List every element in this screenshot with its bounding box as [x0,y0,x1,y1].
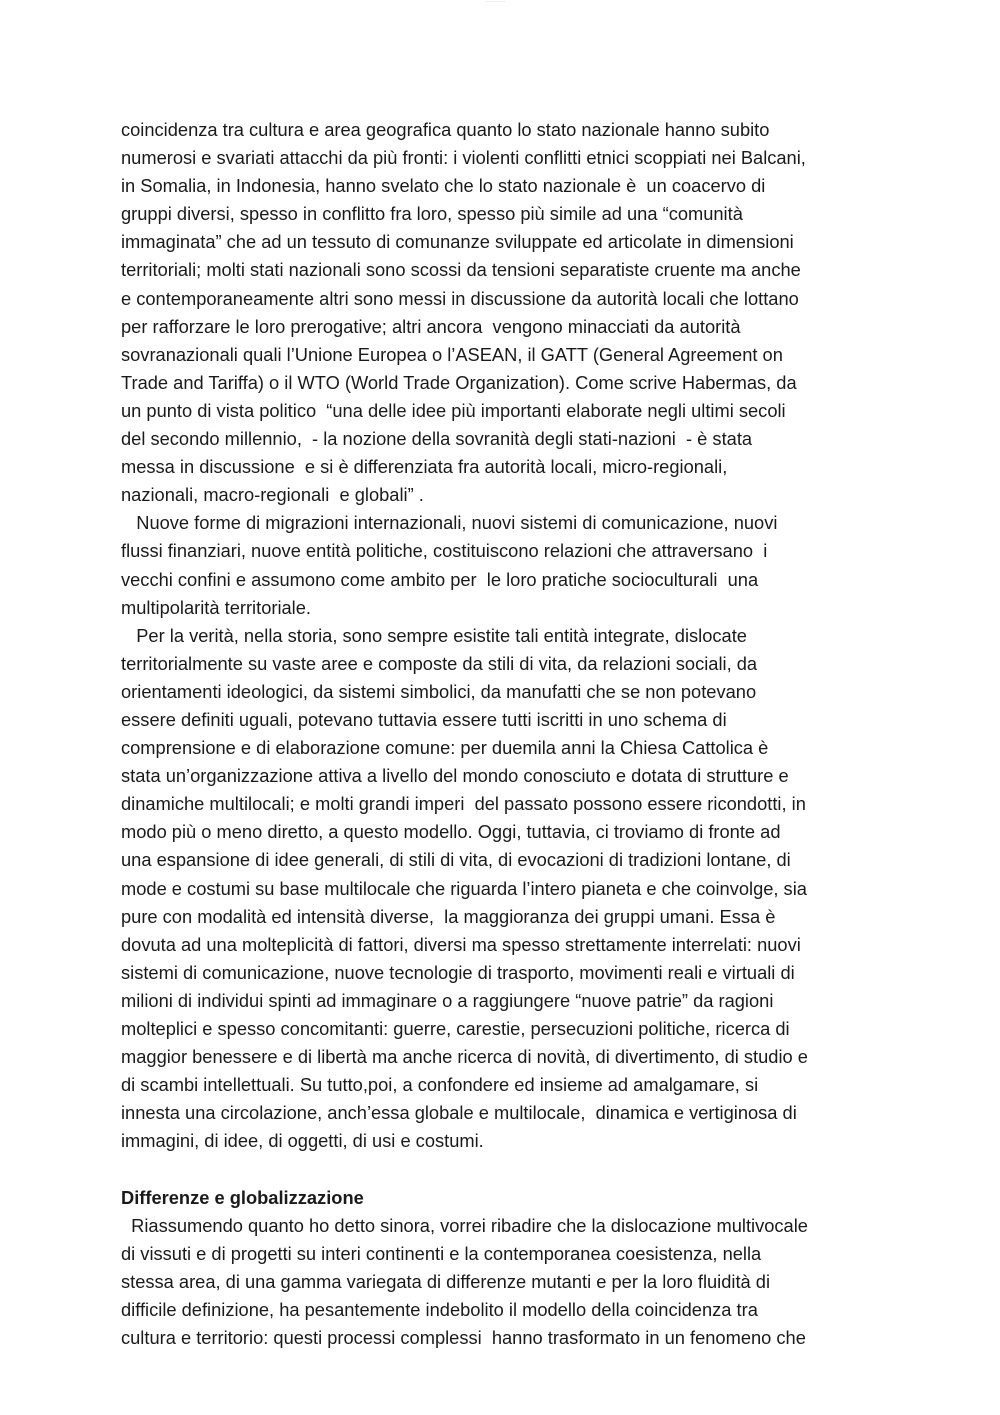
text-line: in Somalia, in Indonesia, hanno svelato che lo stato nazionale è un coacervo di [121,175,766,197]
text-line: gruppi diversi, spesso in conflitto fra loro, spesso più simile ad una “comunità [121,203,743,225]
text-line: nazionali, macro-regionali e globali” . [121,484,424,506]
text-line: milioni di individui spinti ad immaginare o a raggiungere “nuove patrie” da ragioni [121,989,774,1011]
section-spacer [121,1155,891,1183]
text-line: Riassumendo quanto ho detto sinora, vorrei ribadire che la dislocazione multivocale [121,1214,808,1236]
text-line: messa in discussione e si è differenziata fra autorità locali, micro-regionali, [121,456,728,478]
text-line: essere definiti uguali, potevano tuttavia essere tutti iscritti in uno schema di [121,708,727,730]
text-line: territorialmente su vaste aree e composte da stili di vita, da relazioni sociali, da [121,652,758,674]
document-body [121,116,891,1352]
text-line: di scambi intellettuali. Su tutto,poi, a confondere ed insieme ad amalgamare, si [121,1074,759,1096]
text-line: sistemi di comunicazione, nuove tecnologie di trasporto, movimenti reali e virtuali di [121,961,795,983]
text-line: immagini, di idee, di oggetti, di usi e costumi. [121,1130,484,1152]
text-line: coincidenza tra cultura e area geografica quanto lo stato nazionale hanno subito [121,119,770,140]
text-line: molteplici e spesso concomitanti: guerre, carestie, persecuzioni politiche, ricerca di [121,1018,790,1039]
header-mark: ~~~~~~~~~~~ [486,0,506,3]
text-line: stata un’organizzazione attiva a livello del mondo conosciuto e dotata di strutture e [121,765,789,787]
text-line: cultura e territorio: questi processi complessi hanno trasformato in un fenomeno che [121,1327,806,1349]
text-line: vecchi confini e assumono come ambito per le loro pratiche socioculturali una [121,568,759,590]
text-line: un punto di vista politico “una delle idee più importanti elaborate negli ultimi secoli [121,399,786,421]
text-line: dovuta ad una molteplicità di fattori, diversi ma spesso strettamente interrelati: nuovi [121,933,801,955]
text-line: flussi finanziari, nuove entità politiche, costituiscono relazioni che attraversano i [121,540,768,562]
section-heading: Differenze e globalizzazione [121,1186,364,1208]
text-line: e contemporaneamente altri sono messi in discussione da autorità locali che lottano [121,287,799,309]
text-line: comprensione e di elaborazione comune: per duemila anni la Chiesa Cattolica è [121,737,769,759]
text-line: modo più o meno diretto, a questo modello. Oggi, tuttavia, ci troviamo di fronte ad [121,821,781,843]
text-line: dinamiche multilocali; e molti grandi imperi del passato possono essere ricondotti, in [121,793,806,815]
text-line: una espansione di idee generali, di stili di vita, di evocazioni di tradizioni lontane, di [121,849,791,871]
text-line: stessa area, di una gamma variegata di differenze mutanti e per la loro fluidità di [121,1270,771,1292]
text-line: innesta una circolazione, anch’essa globale e multilocale, dinamica e vertiginosa di [121,1102,797,1124]
text-line: territoriali; molti stati nazionali sono scossi da tensioni separatiste cruente ma anche [121,259,801,281]
text-line: sovranazionali quali l’Unione Europea o l’ASEAN, il GATT (General Agreement on [121,343,783,365]
text-line: per rafforzare le loro prerogative; altri ancora vengono minacciati da autorità [121,315,741,337]
body-section-1 [121,116,891,1155]
text-line: Trade and Tariffa) o il WTO (World Trade Organization). Come scrive Habermas, da [121,371,797,393]
text-line: difficile definizione, ha pesantemente indebolito il modello della coincidenza tra [121,1298,758,1320]
body-section-2 [121,1212,891,1352]
text-line: pure con modalità ed intensità diverse, la maggioranza dei gruppi umani. Essa è [121,905,776,927]
text-line: orientamenti ideologici, da sistemi simbolici, da manufatti che se non potevano [121,680,757,702]
text-line: numerosi e svariati attacchi da più fronti: i violenti conflitti etnici scoppiati nei Balcani, [121,147,806,169]
text-line: mode e costumi su base multilocale che riguarda l’intero pianeta e che coinvolge, sia [121,877,807,899]
text-line: del secondo millennio, - la nozione della sovranità degli stati-nazioni - è stata [121,428,753,450]
text-line: immaginata” che ad un tessuto di comunanze sviluppate ed articolate in dimensioni [121,231,794,253]
text-line: Per la verità, nella storia, sono sempre esistite tali entità integrate, dislocate [121,624,747,646]
text-line: maggior benessere e di libertà ma anche ricerca di novità, di divertimento, di studio e [121,1046,808,1068]
text-line: Nuove forme di migrazioni internazionali, nuovi sistemi di comunicazione, nuovi [121,512,778,534]
text-line: multipolarità territoriale. [121,596,311,618]
text-line: di vissuti e di progetti su interi continenti e la contemporanea coesistenza, nella [121,1242,762,1264]
